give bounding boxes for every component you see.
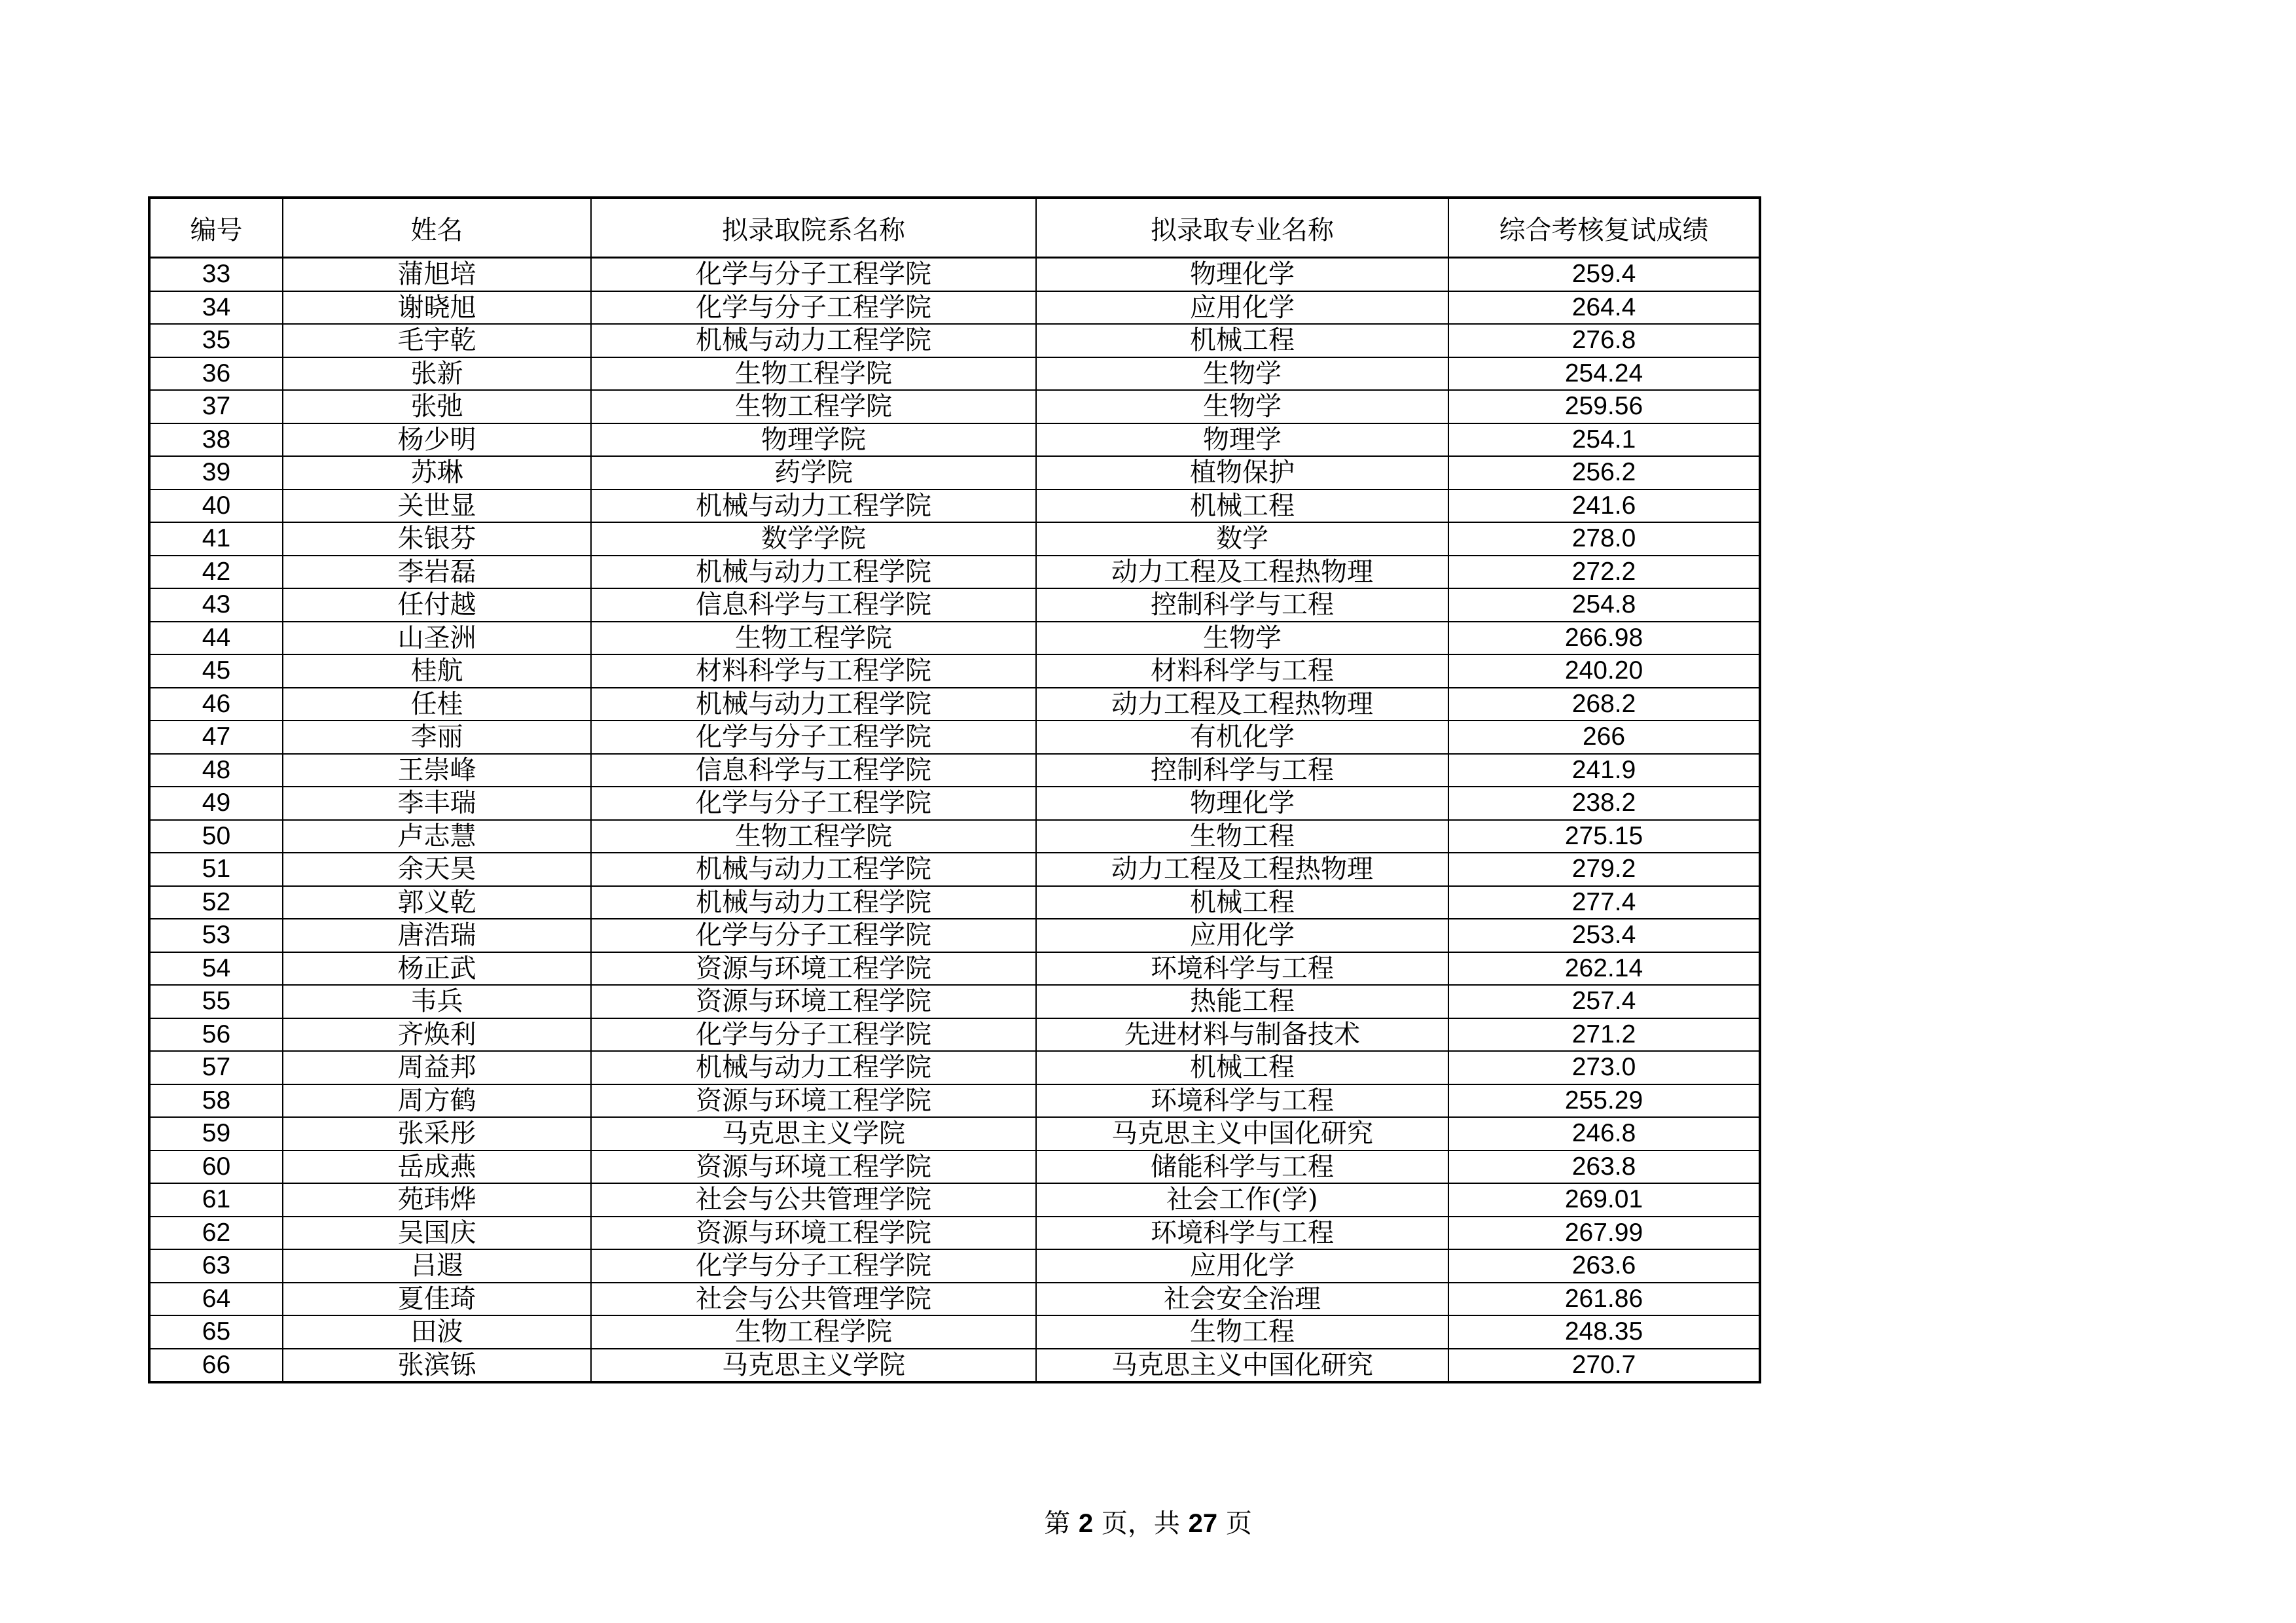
cell-major: 生物学	[1036, 622, 1448, 655]
cell-name: 张滨铄	[283, 1349, 591, 1383]
table-row	[149, 490, 1760, 523]
cell-major: 有机化学	[1036, 721, 1448, 754]
cell-major: 控制科学与工程	[1036, 754, 1448, 787]
cell-id: 63	[149, 1249, 283, 1283]
cell-major: 社会工作(学)	[1036, 1183, 1448, 1217]
cell-score: 279.2	[1448, 853, 1760, 886]
cell-id: 54	[149, 952, 283, 986]
cell-id: 44	[149, 622, 283, 655]
cell-department: 材料科学与工程学院	[591, 654, 1036, 688]
cell-score: 266.98	[1448, 622, 1760, 655]
cell-major: 环境科学与工程	[1036, 952, 1448, 986]
cell-name: 桂航	[283, 654, 591, 688]
cell-major: 马克思主义中国化研究	[1036, 1349, 1448, 1383]
cell-department: 资源与环境工程学院	[591, 1150, 1036, 1184]
cell-department: 马克思主义学院	[591, 1349, 1036, 1383]
cell-department: 马克思主义学院	[591, 1117, 1036, 1150]
cell-major: 机械工程	[1036, 886, 1448, 919]
cell-department: 生物工程学院	[591, 390, 1036, 423]
cell-score: 241.6	[1448, 490, 1760, 523]
cell-major: 应用化学	[1036, 1249, 1448, 1283]
cell-id: 36	[149, 357, 283, 391]
table-row	[149, 1183, 1760, 1217]
cell-id: 65	[149, 1315, 283, 1349]
cell-score: 253.4	[1448, 919, 1760, 952]
cell-id: 62	[149, 1217, 283, 1250]
footer-prefix: 第	[1044, 1508, 1071, 1539]
cell-score: 261.86	[1448, 1283, 1760, 1316]
cell-score: 264.4	[1448, 291, 1760, 325]
cell-score: 254.24	[1448, 357, 1760, 391]
cell-name: 吴国庆	[283, 1217, 591, 1250]
cell-major: 生物工程	[1036, 1315, 1448, 1349]
cell-id: 56	[149, 1018, 283, 1052]
cell-id: 51	[149, 853, 283, 886]
cell-department: 机械与动力工程学院	[591, 1051, 1036, 1084]
header-name: 姓名	[283, 198, 591, 258]
cell-major: 生物工程	[1036, 820, 1448, 853]
cell-department: 社会与公共管理学院	[591, 1283, 1036, 1316]
footer-suffix: 页	[1225, 1508, 1252, 1539]
header-score: 综合考核复试成绩	[1448, 198, 1760, 258]
cell-id: 46	[149, 688, 283, 721]
cell-id: 52	[149, 886, 283, 919]
admission-score-table	[148, 196, 1761, 1383]
cell-department: 社会与公共管理学院	[591, 1183, 1036, 1217]
cell-major: 机械工程	[1036, 1051, 1448, 1084]
table-header	[149, 198, 1760, 258]
cell-department: 生物工程学院	[591, 820, 1036, 853]
header-major: 拟录取专业名称	[1036, 198, 1448, 258]
cell-score: 254.1	[1448, 423, 1760, 457]
cell-score: 259.56	[1448, 390, 1760, 423]
cell-major: 社会安全治理	[1036, 1283, 1448, 1316]
cell-id: 50	[149, 820, 283, 853]
cell-name: 周方鹤	[283, 1084, 591, 1118]
table-row	[149, 721, 1760, 754]
table-row	[149, 654, 1760, 688]
table-row	[149, 1051, 1760, 1084]
table-row	[149, 423, 1760, 457]
cell-major: 物理化学	[1036, 787, 1448, 820]
cell-name: 杨正武	[283, 952, 591, 986]
cell-department: 机械与动力工程学院	[591, 688, 1036, 721]
cell-department: 信息科学与工程学院	[591, 754, 1036, 787]
cell-name: 卢志慧	[283, 820, 591, 853]
header-department: 拟录取院系名称	[591, 198, 1036, 258]
cell-department: 机械与动力工程学院	[591, 324, 1036, 357]
table-row	[149, 820, 1760, 853]
table-row	[149, 985, 1760, 1018]
cell-department: 生物工程学院	[591, 1315, 1036, 1349]
cell-score: 267.99	[1448, 1217, 1760, 1250]
cell-name: 夏佳琦	[283, 1283, 591, 1316]
table-row	[149, 357, 1760, 391]
table-row	[149, 688, 1760, 721]
cell-id: 59	[149, 1117, 283, 1150]
cell-score: 257.4	[1448, 985, 1760, 1018]
cell-major: 机械工程	[1036, 490, 1448, 523]
table-body	[149, 258, 1760, 1383]
table-row	[149, 754, 1760, 787]
cell-score: 268.2	[1448, 688, 1760, 721]
cell-department: 机械与动力工程学院	[591, 556, 1036, 589]
cell-name: 岳成燕	[283, 1150, 591, 1184]
cell-id: 60	[149, 1150, 283, 1184]
cell-name: 周益邦	[283, 1051, 591, 1084]
cell-major: 动力工程及工程热物理	[1036, 853, 1448, 886]
cell-id: 64	[149, 1283, 283, 1316]
cell-department: 生物工程学院	[591, 357, 1036, 391]
table-row	[149, 1315, 1760, 1349]
cell-major: 动力工程及工程热物理	[1036, 556, 1448, 589]
cell-name: 郭义乾	[283, 886, 591, 919]
header-id: 编号	[149, 198, 283, 258]
cell-major: 环境科学与工程	[1036, 1084, 1448, 1118]
cell-department: 化学与分子工程学院	[591, 787, 1036, 820]
cell-score: 275.15	[1448, 820, 1760, 853]
cell-major: 物理学	[1036, 423, 1448, 457]
cell-score: 255.29	[1448, 1084, 1760, 1118]
cell-id: 48	[149, 754, 283, 787]
cell-major: 热能工程	[1036, 985, 1448, 1018]
cell-major: 先进材料与制备技术	[1036, 1018, 1448, 1052]
cell-score: 276.8	[1448, 324, 1760, 357]
cell-score: 248.35	[1448, 1315, 1760, 1349]
table-row	[149, 522, 1760, 556]
cell-department: 化学与分子工程学院	[591, 291, 1036, 325]
cell-name: 唐浩瑞	[283, 919, 591, 952]
table-row	[149, 1283, 1760, 1316]
cell-id: 66	[149, 1349, 283, 1383]
table-row	[149, 1018, 1760, 1052]
cell-name: 山圣洲	[283, 622, 591, 655]
table-row	[149, 1249, 1760, 1283]
cell-id: 55	[149, 985, 283, 1018]
cell-score: 256.2	[1448, 456, 1760, 490]
cell-score: 278.0	[1448, 522, 1760, 556]
cell-id: 43	[149, 588, 283, 622]
cell-major: 植物保护	[1036, 456, 1448, 490]
cell-name: 张采彤	[283, 1117, 591, 1150]
cell-score: 270.7	[1448, 1349, 1760, 1383]
cell-name: 苏琳	[283, 456, 591, 490]
cell-score: 262.14	[1448, 952, 1760, 986]
cell-score: 246.8	[1448, 1117, 1760, 1150]
cell-name: 朱银芬	[283, 522, 591, 556]
cell-id: 40	[149, 490, 283, 523]
cell-major: 机械工程	[1036, 324, 1448, 357]
cell-id: 38	[149, 423, 283, 457]
cell-id: 39	[149, 456, 283, 490]
cell-department: 化学与分子工程学院	[591, 258, 1036, 291]
cell-id: 57	[149, 1051, 283, 1084]
cell-department: 信息科学与工程学院	[591, 588, 1036, 622]
cell-score: 277.4	[1448, 886, 1760, 919]
cell-score: 254.8	[1448, 588, 1760, 622]
table-row	[149, 622, 1760, 655]
cell-major: 储能科学与工程	[1036, 1150, 1448, 1184]
cell-major: 控制科学与工程	[1036, 588, 1448, 622]
cell-name: 李丰瑞	[283, 787, 591, 820]
cell-name: 田波	[283, 1315, 591, 1349]
cell-name: 韦兵	[283, 985, 591, 1018]
footer-current-page: 2	[1078, 1509, 1094, 1538]
cell-major: 马克思主义中国化研究	[1036, 1117, 1448, 1150]
cell-id: 49	[149, 787, 283, 820]
cell-department: 机械与动力工程学院	[591, 853, 1036, 886]
table-row	[149, 324, 1760, 357]
table-row	[149, 258, 1760, 291]
cell-score: 273.0	[1448, 1051, 1760, 1084]
cell-name: 齐焕利	[283, 1018, 591, 1052]
cell-major: 材料科学与工程	[1036, 654, 1448, 688]
table-header-row	[149, 198, 1760, 258]
cell-department: 资源与环境工程学院	[591, 1084, 1036, 1118]
cell-name: 苑玮烨	[283, 1183, 591, 1217]
footer-middle: 页，共	[1101, 1508, 1180, 1539]
cell-department: 机械与动力工程学院	[591, 886, 1036, 919]
cell-name: 蒲旭培	[283, 258, 591, 291]
cell-name: 毛宇乾	[283, 324, 591, 357]
cell-major: 应用化学	[1036, 919, 1448, 952]
cell-department: 数学学院	[591, 522, 1036, 556]
cell-name: 任桂	[283, 688, 591, 721]
cell-major: 应用化学	[1036, 291, 1448, 325]
cell-id: 53	[149, 919, 283, 952]
cell-id: 58	[149, 1084, 283, 1118]
cell-major: 生物学	[1036, 357, 1448, 391]
cell-name: 张新	[283, 357, 591, 391]
page-footer	[0, 1503, 2296, 1540]
table-row	[149, 787, 1760, 820]
cell-department: 物理学院	[591, 423, 1036, 457]
cell-department: 资源与环境工程学院	[591, 985, 1036, 1018]
cell-name: 李岩磊	[283, 556, 591, 589]
table-row	[149, 1349, 1760, 1383]
cell-score: 263.8	[1448, 1150, 1760, 1184]
cell-department: 化学与分子工程学院	[591, 721, 1036, 754]
table-row	[149, 456, 1760, 490]
footer-total-pages: 27	[1188, 1509, 1218, 1538]
cell-name: 李丽	[283, 721, 591, 754]
cell-score: 272.2	[1448, 556, 1760, 589]
cell-id: 34	[149, 291, 283, 325]
cell-score: 241.9	[1448, 754, 1760, 787]
cell-major: 数学	[1036, 522, 1448, 556]
cell-department: 化学与分子工程学院	[591, 919, 1036, 952]
table-row	[149, 1217, 1760, 1250]
cell-id: 45	[149, 654, 283, 688]
table-row	[149, 556, 1760, 589]
cell-score: 238.2	[1448, 787, 1760, 820]
table-row	[149, 1117, 1760, 1150]
table-row	[149, 1084, 1760, 1118]
cell-department: 机械与动力工程学院	[591, 490, 1036, 523]
cell-name: 吕遐	[283, 1249, 591, 1283]
table-row	[149, 919, 1760, 952]
cell-score: 263.6	[1448, 1249, 1760, 1283]
table-row	[149, 291, 1760, 325]
cell-id: 41	[149, 522, 283, 556]
cell-department: 生物工程学院	[591, 622, 1036, 655]
cell-score: 240.20	[1448, 654, 1760, 688]
cell-name: 杨少明	[283, 423, 591, 457]
cell-name: 王崇峰	[283, 754, 591, 787]
cell-id: 35	[149, 324, 283, 357]
cell-id: 42	[149, 556, 283, 589]
cell-department: 化学与分子工程学院	[591, 1249, 1036, 1283]
cell-score: 266	[1448, 721, 1760, 754]
cell-name: 关世显	[283, 490, 591, 523]
cell-score: 271.2	[1448, 1018, 1760, 1052]
cell-department: 资源与环境工程学院	[591, 1217, 1036, 1250]
cell-major: 物理化学	[1036, 258, 1448, 291]
cell-score: 269.01	[1448, 1183, 1760, 1217]
cell-score: 259.4	[1448, 258, 1760, 291]
cell-id: 61	[149, 1183, 283, 1217]
cell-major: 生物学	[1036, 390, 1448, 423]
cell-name: 谢晓旭	[283, 291, 591, 325]
cell-id: 47	[149, 721, 283, 754]
cell-id: 37	[149, 390, 283, 423]
cell-department: 资源与环境工程学院	[591, 952, 1036, 986]
table-row	[149, 853, 1760, 886]
cell-id: 33	[149, 258, 283, 291]
cell-department: 化学与分子工程学院	[591, 1018, 1036, 1052]
cell-major: 动力工程及工程热物理	[1036, 688, 1448, 721]
cell-department: 药学院	[591, 456, 1036, 490]
table-row	[149, 886, 1760, 919]
cell-name: 任付越	[283, 588, 591, 622]
table-row	[149, 1150, 1760, 1184]
table-row	[149, 390, 1760, 423]
cell-name: 余天昊	[283, 853, 591, 886]
cell-name: 张弛	[283, 390, 591, 423]
cell-major: 环境科学与工程	[1036, 1217, 1448, 1250]
table-row	[149, 952, 1760, 986]
table-row	[149, 588, 1760, 622]
